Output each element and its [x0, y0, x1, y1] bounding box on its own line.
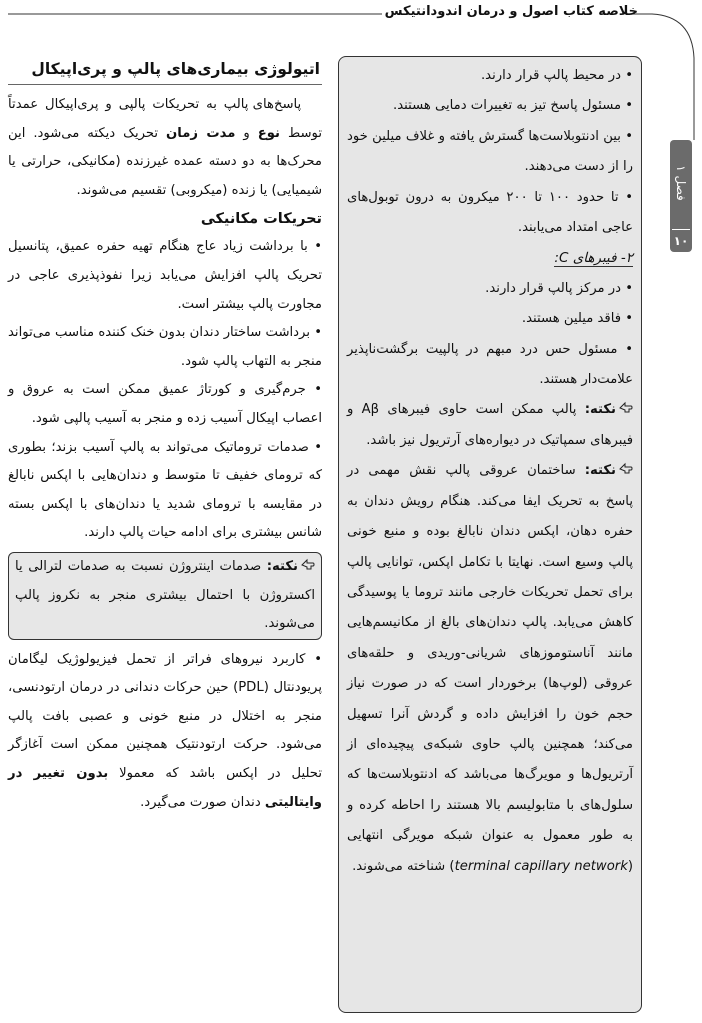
pointing-hand-icon — [301, 558, 315, 572]
term-english: terminal capillary network — [454, 858, 628, 874]
list-item: • در مرکز پالپ قرار دارند. — [485, 280, 633, 296]
note-paragraph: نکته: پالپ ممکن است حاوی فیبرهای Aβ و فیبرهای سمپاتیک در دیواره‌های آرتریول نیز باشد. — [347, 402, 633, 448]
left-column — [8, 56, 322, 817]
note-paragraph: نکته: ساختمان عروقی پالپ نقش مهمی در پاسخ به تحریک ایفا می‌کند. هنگام رویش دندان به حفره دهان، اپکس دندان نابالغ بوده و منبع خونی پالپ وسیع است. نهایتا با تکامل اپکس، توانایی پالپ برای تحمل تحریکات خارجی مانند تروما یا پوسیدگی کاهش می‌یابد. پالپ دندان‌های بالغ از مکانیسم‌هایی مانند آناستوموزهای شریانی-وریدی و حلقه‌های عروقی (لوپ‌ها) برخوردار است که در صورت نیاز حجم خون را افزایش داده و گردش آنرا تسهیل می‌کند؛ همچنین پالپ حاوی شبکه‌ی پیچیده‌ای از آرتریول‌ها و مویرگ‌ها می‌باشد که ادنتوبلاست‌ها که سلول‌های با متابولیسم بالا هستند را احاطه کرده و به طور معمول به عنوان شبکه مویرگی انتهایی (terminal capillary network) شناخته می‌شوند. — [347, 463, 633, 874]
tab-divider — [672, 229, 690, 230]
pointing-hand-icon — [619, 401, 633, 415]
list-item: • صدمات تروماتیک می‌تواند به پالپ آسیب بزند؛ بطوری که ترومای خفیف تا متوسط و دندان‌هایی با اپکس نابالغ در مقایسه با ترومای شدید یا دندان‌های با اپکس بسته شانس بیشتری برای ادامه حیات پالپ دارند. — [8, 439, 322, 541]
list-item: • مسئول پاسخ تیز به تغییرات دمایی هستند. — [393, 98, 633, 114]
c-fibers-heading: ۲- فیبرهای C: — [554, 250, 633, 267]
list-item: • جرم‌گیری و کورتاژ عمیق ممکن است به عروق و اعصاب اپیکال آسیب زده و منجر به آسیب پالپی شود. — [8, 382, 322, 426]
intro-paragraph: پاسخ‌های پالپ به تحریکات پالپی و پری‌اپیکال عمدتاً توسط نوع و مدت زمان تحریک دیکته می‌شود. این محرک‌ها به دو دسته عمده غیرزنده (مکانیکی، حرارتی یا شیمیایی) یا زنده (میکروبی) تقسیم می‌شوند. — [8, 97, 322, 198]
mechanical-heading: تحریکات مکانیکی — [200, 211, 322, 228]
note-box: نکته: صدمات اینتروژن نسبت به صدمات لترالی یا اکستروژن با احتمال بیشتری منجر به نکروز پالپ می‌شوند. — [8, 552, 322, 640]
chapter-label: فصل ۱ — [674, 165, 688, 201]
list-item: • در محیط پالپ قرار دارند. — [480, 68, 633, 83]
list-item: • با برداشت زیاد عاج هنگام تهیه حفره عمیق، پتانسیل تحریک پالپ افزایش می‌یابد زیرا نفوذپذیری عاجی در مجاورت پالپ بیشتر است. — [8, 239, 322, 312]
list-item: • بین ادنتوبلاست‌ها گسترش یافته و غلاف میلین خود را از دست می‌دهند. — [347, 128, 633, 175]
list-item: • تا حدود ۱۰۰ تا ۲۰۰ میکرون به درون توبول‌های عاجی امتداد می‌یابند. — [347, 189, 634, 236]
list-item: • کاربرد نیروهای فراتر از تحمل فیزیولوژیک لیگامان پریودنتال (PDL) حین حرکات دندانی در درمان ارتودنسی، منجر به اختلال در منبع خونی و عصبی بافت پالپ می‌شود. حرکت ارتودنتیک همچنین ممکن است آغازگر تحلیل در اپکس باشد که معمولا بدون تغییر در وایتالیتی دندان صورت می‌گیرد. — [8, 651, 323, 810]
section-heading: اتیولوژی بیماری‌های پالپ و پری‌اپیکال — [8, 56, 322, 85]
chapter-tab — [670, 140, 692, 252]
header-title: خلاصه کتاب اصول و درمان اندودانتیکس — [384, 4, 638, 19]
right-panel — [338, 56, 642, 1013]
list-item: • مسئول حس درد مبهم در پالپیت برگشت‌ناپذیر علامت‌دار هستند. — [347, 341, 633, 388]
page-number: ۱۰ — [673, 234, 689, 248]
pointing-hand-icon — [619, 462, 633, 476]
list-item: • فاقد میلین هستند. — [521, 311, 633, 327]
list-item: • برداشت ساختار دندان بدون خنک کننده مناسب می‌تواند منجر به التهاب پالپ شود. — [8, 325, 322, 369]
